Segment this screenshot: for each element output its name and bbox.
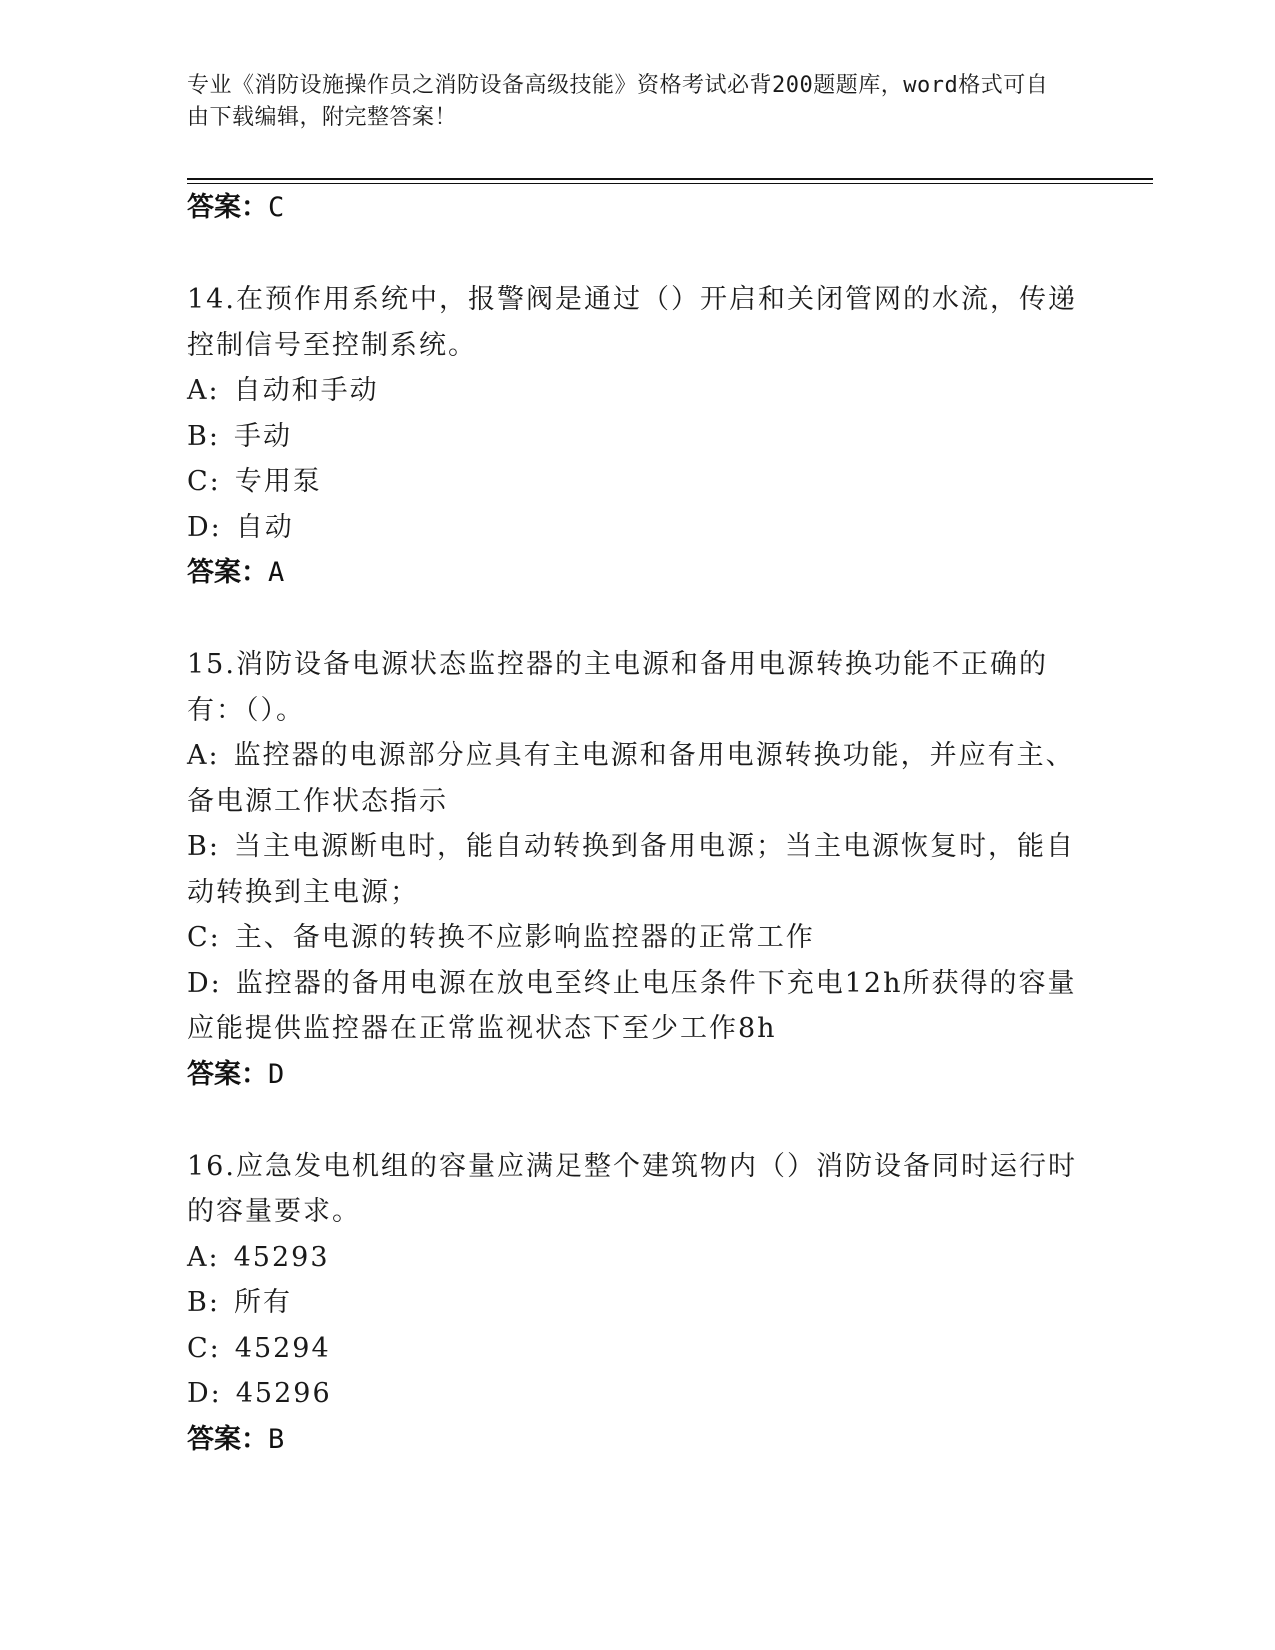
- option-d: D: 监控器的备用电源在放电至终止电压条件下充电12h所获得的容量应能提供监控器在正常监视状态下至少工作8h: [187, 967, 1077, 1044]
- answer-value: C: [268, 192, 285, 223]
- option-a: A: 自动和手动: [187, 375, 379, 406]
- option-b: B: 手动: [187, 420, 292, 452]
- option-d: D: 45296: [187, 1378, 332, 1409]
- answer-label: 答案：: [187, 192, 268, 223]
- question-answer: 答案：D: [187, 1058, 285, 1090]
- question-stem: 14.在预作用系统中，报警阀是通过（）开启和关闭管网的水流，传递控制信号至控制系统。: [187, 284, 1077, 361]
- question-stem: 15.消防设备电源状态监控器的主电源和备用电源转换功能不正确的有：（）。: [187, 649, 1048, 726]
- option-c: C: 专用泵: [187, 466, 322, 497]
- spacer: [187, 596, 1087, 642]
- option-d: D: 自动: [187, 511, 294, 543]
- question-answer: 答案：B: [187, 1423, 285, 1455]
- question-14: [187, 277, 1087, 596]
- prev-answer: [187, 185, 1087, 231]
- question-16: [187, 1144, 1087, 1463]
- spacer: [187, 231, 1087, 277]
- header-divider-thick: [187, 178, 1153, 180]
- question-stem: 16.应急发电机组的容量应满足整个建筑物内（）消防设备同时运行时的容量要求。: [187, 1150, 1077, 1227]
- option-a: A: 监控器的电源部分应具有主电源和备用电源转换功能，并应有主、备电源工作状态指示: [187, 740, 1075, 817]
- spacer: [187, 1098, 1087, 1144]
- option-c: C: 45294: [187, 1332, 331, 1364]
- question-answer: 答案：A: [187, 557, 285, 588]
- option-b: B: 所有: [187, 1287, 292, 1318]
- question-15: [187, 642, 1087, 1098]
- header-divider-thin: [187, 183, 1153, 184]
- question-list: [187, 185, 1087, 1463]
- option-b: B: 当主电源断电时，能自动转换到备用电源；当主电源恢复时，能自动转换到主电源；: [187, 831, 1075, 908]
- option-a: A: 45293: [187, 1241, 330, 1273]
- option-c: C: 主、备电源的转换不应影响监控器的正常工作: [187, 922, 815, 953]
- document-header: 专业《消防设施操作员之消防设备高级技能》资格考试必背200题题库，word格式可自由下载编辑，附完整答案！: [187, 73, 1049, 130]
